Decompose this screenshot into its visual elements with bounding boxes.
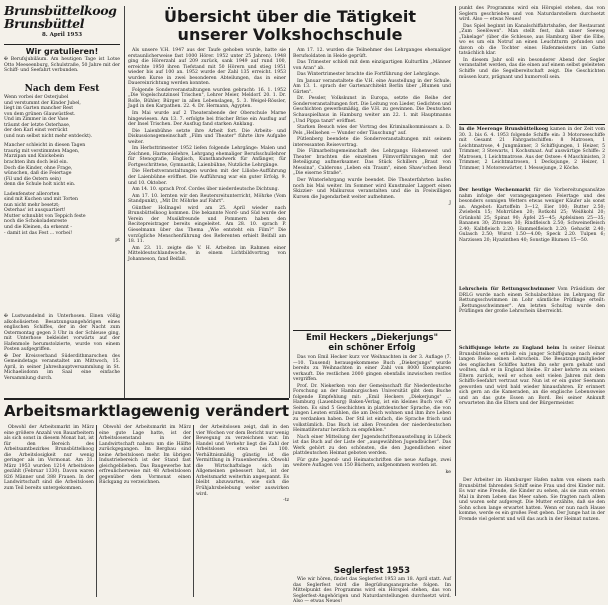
arbeitsmarkt-heading: [4, 402, 289, 422]
wochenmarkt-heading: Der heutige Wochenmarkt: [459, 188, 531, 193]
masthead-title-town: Brunsbüttel: [4, 16, 85, 31]
right-top-paragraph: In diesem Jahr soll ein besonderer Abend der Segler veranstaltet werden, das die einen auf einem selbst geleiteten Schiffe und die Segelbereitschaft zeigt. Die Geschichten müssen kurz, prägnant und humorvoll sein.: [459, 57, 605, 80]
vhs-signature: J: [449, 201, 451, 207]
arbeitsmarkt-column-1: [4, 425, 94, 597]
schiffe-column: [459, 127, 605, 187]
schiffsjunge-column: [459, 346, 605, 476]
gratulation-heading: Wir gratulieren!: [25, 47, 99, 56]
right-top-column: [459, 6, 605, 122]
segler-heading: Seglerfest 1953: [333, 566, 411, 576]
wochenmarkt-column: [459, 188, 605, 286]
gratulation-text: ✠ Berufsjubiläum. Am heutigen Tage ist Lotse Otto Meeseenburg, Schulstraße, 50 Jahre mit der Schiff- und Seefahrt verbunden.: [4, 57, 120, 74]
column-divider: [96, 425, 97, 597]
column-divider: [455, 6, 456, 596]
vhs-paragraph: Die Filmarbeitsgemeinschaft des Lehrgangs Hohenwest und Theater brachten die einzelnen Filmvorführungen mit der Beteiligung aufmerksamer. Das Stück Schillers „Braut von Messina", Calderons „Leben ein Traum", einen Shaw'schen Bend „Die eiserne Straße".: [293, 149, 451, 177]
vhs-heading: [128, 8, 452, 44]
wochenmarkt-text: für die Vorbereitungsansätze nahm infolge der vorangegangenen Feiertage und des besonders sonnigen Wetters etwas weniger Käufer als sonst an. Angebot: Kartoffeln 3—12, Eier 100; Butter 2.50; Zwiebeln 15; Mohrrüben 20; Rotkohl 25; Weißkohl 20; Grünkohl 25; Spinat 90; Äpfel 25—45; Apfelsinen 25—35; Bananen 30; Zitronen 30; Rindfleisch 2.50; Schweinefleisch 2.40; Kalbfleisch 2.20; Hammelfleisch 2.20; Gehackt 2.40; Gulasch 2.50; Wurst 1.50—4.00; Speck 2.20. Tulpen 6; Narzissen 20; Hyazinthen 40; Sonstige Blumen 15—50.: [459, 188, 605, 243]
column-divider: [124, 6, 125, 398]
vhs-paragraph: Günther Hollnagel wird am 25. April wieder nach Brunsbüttelkoog kommen. Die bekannte Nord- und Süd wurde der Verein der Musikfreunde und Pommern haben den Recitepreistrager bereits eingeleitet. Am 28. 10. sprach P. Gieselmann über das Thema „Wie entsteht ein Film?" Die vorzügliche Menschenführung des Referenten erhielt Beifall am 18. 11.: [128, 205, 286, 245]
hecker-paragraph: Das von Emil Hecker kurz vor Weihnachten in der 3. Auflage (7.—10. Tausend) herausgekommene Buch „Diekerjungs" wurde bereits zu Weihnachten in einer Zahl von 8000 Exemplaren verkauft. Die restlichen 2000 gingen ebenfalls inzwischen restlos vergriffen.: [293, 355, 451, 383]
right-top-paragraph: Das Spiel beginnt im Kanalschiffahrtshafen, der Restaurant „Zum Seelöwen". Man stellt fest, daß unser Seeweg „Takelage" (über die Schleuse, aus Hamburg über die Elbe, wo es um ein Notruf an einen Leuchtturm gefunden und davon ob die Tochter eines Hafenmeisters im Gatte tatsächlich klar.: [459, 23, 605, 57]
vhs-paragraph: Am 17. 10. lernten wir den Reutersreitunterricht, Möhrke (Vom Standpunkt), „Mit Dr. Möhrke auf Fahrt".: [128, 193, 286, 205]
unterhosen-column: [4, 314, 120, 386]
vhs-paragraph: Die Laienbühne setzte ihre Arbeit fort. Die Arbeits- und Diskussionsgemeinschaft „Film und Theater" führte ihre Aufgabe weiter.: [128, 128, 286, 145]
hecker-paragraph: Für gute Jugend- und Heimatschriften die neue Auflage, zwei weitere Auflagen von 150 Büchern, aufgenommen worden ist.: [293, 457, 451, 469]
fest-poem-signature: pt: [115, 238, 120, 244]
section-rule: [459, 124, 605, 125]
vhs-heading-line2: unserer Volkshochschule: [177, 25, 403, 44]
rettung-text: Vom Präsidium der DRLG wurde nach einem Schulabschluss im Lehrgang für Rettungsschwimmen im Lohr sämtliche Prüflinge erteilt: „Rettungsschwimmer". Am letzten Schultag wurde den Prüflingen der große Lehrschein überreicht.: [459, 287, 605, 315]
fest-poem-stanza: Wenn vorbei der Osterjubel und verstummt der Kinder Jubel, liegt im Garten mancher Rest von dem grünen Glauwüstfest. Und im Zimmer in der Vase träumt der letzte Osterhase, der den Karl einst verrückt (und nun selbst nicht mehr entdeckt).: [4, 95, 93, 139]
section-rule: [4, 398, 289, 400]
vhs-column-2: [293, 48, 451, 328]
vhs-paragraph: Die Herbstveranstaltungen wurden mit der Liliobe-Aufführung der Laienbühne eröffnet. Die Aufführung war ein guter Erfolg. 9. und 10. Oktober.: [128, 169, 286, 186]
segler-text: Wie wir hören, findet das Seglerfest 1953 am 18. April statt. Auf das Seglerfest wird die Begrüßungsansprache folgen. Im Mittelpunkt des Programms wird ein Hörspiel stehen, das von Seglerfest-Angehörigen und Naturdarstellungen durchsetzt wird. Also — etwas Neues!: [293, 577, 451, 605]
unterhosen-text-2: ✠ Der Kreisverband Süderdithmarschen des Gemeindetags veranstaltet am Mittwoch, 15. April, in seiner Jahreshauptversammlung in St. Michaelisdonn im Saal eine einfache Versammlung durch.: [4, 353, 120, 382]
hecker-heading-line1: Emil Heckers „Diekerjungs": [305, 333, 439, 343]
schiffe-heading: In die Meerenge Brunsbüttelkoog: [459, 127, 549, 132]
arbeitsmarkt-text: Obwohl der Arbeitsmarkt im März eine gute Lage hatte, ist der Arbeitslosenstand in der Landwirtschaft nahezu um die Hälfte zurückgegangen. Im Bergbau sind keine Arbeitslosen mehr. Im übrigen Industriebereich ist der Stand fast gleichgeblieben. Das Baugewerbe hat erfreulicherweise mit 48 Arbeitslosen gegenüber dem Vormonat einen Rückgang zu verzeichnen.: [99, 425, 191, 486]
arbeitsmarkt-signature: -tz: [283, 498, 289, 504]
vhs-paragraph: Im Herbsttrimester 1952 liefen folgende Lehrgänge: Malen und Zeichnen, Harmonielehre, Lehrgang ehemaliger Berufsschullehrer für Stenografie, Englisch, Kunsthandwerk für Anfänger, für Fortgeschrittene, Gymnastik, Laienbühne, Nutzliche Lehrgänge.: [128, 146, 286, 168]
arbeitsmarkt-heading-line1: Arbeitsmarktlage: [4, 402, 152, 420]
schiffe-text: kamen in der Zeit vom 30. 3. bis 6. 4. 1953 folgende Schiffe ein: 3 Motorseeschiffe mit Gesamt 21 Fahrgastschiffen: 8 Matrosen, 1 Leichtmatrose, 4 Jungmänner, 3 Schiffsjungen, 1 Heizer, 5 Trimmer, 3 Stewarts, 1 Kochsmaat. Auf auswärtige Schiffe: 2 Matrosen, 1 Leichtmatrose. Aus der Ostsee: 4 Maschinisten, 3 Trimmer, 2 Leichtmatrosen, 1 Decksjunge, 2 Heizer, 1 Trimmer, 1 Motorenwärter, 1 Messejunge, 2 Köche.: [459, 127, 605, 171]
masthead-date: 8. April 1953: [41, 32, 83, 38]
gratulation-column: [4, 47, 120, 83]
rettung-column: [459, 287, 605, 345]
column-divider: [193, 425, 194, 597]
column-divider: [289, 48, 290, 398]
unterhosen-text: ✠ Lustwandelnd in Unterhosen. Einen völlig alkoholisierten Besatzungsangehörigen eines englischen Schiffes, der in der Nacht zum Ostermontag gegen 3 Uhr in der Schleuse ging, mit Unterhose bekleidet vorwärts auf der Hafenmole herumstolzierte, wurde von einem Posten aufgegriffen.: [4, 314, 120, 353]
masthead: [4, 4, 120, 38]
vhs-column-1: [128, 48, 286, 398]
vhs-paragraph: Das Trimester schloß mit dem einzigartigen Kulturfilm „Männer von Aran" ab.: [293, 60, 451, 71]
fest-poem-heading: Nach dem Fest: [24, 84, 100, 94]
hecker-paragraph: Prof. Dr. Niekerken von der Gemeinschaft für Niederdeutsche Forschung an der Hamburgischen Universität gibt dem Buche folgende Empfehlung mit: „Emil Heckers „Diekerjungs" ... Hamburg (Lauenburg) Baken-Verlag, ist ein kleines Buch von 47 Seiten. Es sind 5 Geschichten in plattdeutscher Sprache, die von jungen Leuten erzählen, die am Deich wohnen und ihm ihre Leben zu verdanken haben. Der Stil ist einfach, die Sprache frisch und volkstümlich. Das Buch ist allen Freunden der niederdeutschen Heimatliteratur herzlich zu empfehlen.": [293, 383, 451, 434]
vhs-paragraph: Pütlenberg beendete die Sonderveranstaltungen mit seinem interessanten Reisevortrag.: [293, 137, 451, 148]
vhs-paragraph: Starken Besuch wies der Vortrag des Kriminalkommissars a. D. Pels „Hellsehen — Wunder oder Täuschung" auf.: [293, 125, 451, 136]
bottom-right-text: Der Arbeiter im Hamburger Hafen nahm von einem nach Brunsbüttel fahrenden Schiff seine Frau und drei Kinder mit. Es war eine Freude, die Kinder zu sehen, als sie zum ersten Mal in ihrem Leben das Meer sahen. Sie fragten nach allem und waren sehr aufgeregt. Die Mutter erzählte, daß sie den Sohn schon lange erwartet hatten. Wenn er nun nach Hause komme, werde es ein großes Fest geben. Der Junge hat in der Fremde viel gelernt und will das auch in der Heimat nutzen.: [459, 478, 605, 522]
hecker-signature: ke: [445, 469, 451, 475]
right-top-paragraph: punkt des Programms wird ein Hörspiel stehen, das von Seglern geschrieben und von Naturdarstellern durchsetzt wird. Also — etwas Neues!: [459, 6, 605, 23]
masthead-title-koog: Brunsbüttelkoog: [4, 3, 117, 18]
vhs-paragraph: Der Winterlehrgang wurde beendet. Die Theaterfahrten laufen noch bis Mai weiter. Im Sommer wird Kunstmaler Lappert einen Skizzier- und Malkursus veranstalten und die in Freiwilligen Kursen die Jugendarbeit weiter aufnehmen.: [293, 178, 451, 200]
vhs-paragraph: Das Wintertrimester brachte die Fortführung der Lehrgänge.: [297, 72, 441, 78]
hecker-paragraph: Nach einer Mitteilung der Jugendschriftenausstellung in Lübeck ist das Buch auf der Liste der „ausgewählten Jugendbücher". Das Werk gehört zu den schönsten, die den Jugendlichen einer plattdeutschen Heimat geboten werden.: [293, 434, 451, 457]
arbeitsmarkt-column-2: [99, 425, 191, 597]
vhs-heading-line1: Übersicht über die Tätigkeit: [163, 7, 416, 26]
bottom-right-column: [459, 478, 605, 596]
hecker-column: [293, 355, 451, 569]
fest-poem-stanza: Ladenfenster allerorten sind mit Kuchen und mit Torten nun nicht mehr besetzt; Osterhas' ist ausquartiert! Mutter schnubbt von Teppich feste noch die Schokoladenreste und die Kleinen, da erkennt - - damit ist das Fest ... vorbei!: [4, 191, 86, 236]
schiffsjunge-text: In seiner Heimat Brunsbüttelkoog erhielt ein junger Schiffsjunge nach einer langen Reise seinen Lehrschein. Die Besatzungsmitglieder des englischen Schiffes hatten ihn sehr gern gehabt und wollten, daß er in England bleibe. Er aber kehrte zu seinen Eltern zurück, weil er schon seit vielen Jahren mit dem Schiffs-Seefahrt vertraut war. Nun ist er ein guter Seemann geworden und wird bald wieder hinausfahren. Er erinnert sich gern an die Kameraden, an die englische Lebensweise und an das gute Essen an Bord. Bei seiner Ankunft erwarteten ihn die Eltern und der Bürgermeister.: [459, 346, 606, 407]
section-rule: [293, 330, 451, 331]
hecker-heading-line2: ein schöner Erfolg: [328, 343, 416, 353]
masthead-rule: [4, 44, 120, 45]
vhs-paragraph: Im Mai wurde auf 2 Theaterabende der Oberschule Marne hingewiesen. Am 13. 7. erfolgte bei frischer Brise ein Ausflug auf der Insel Trischen. Der Ausflug fand starken Anklang.: [128, 111, 286, 128]
segler-column: [293, 577, 451, 605]
vhs-paragraph: Dr. Pessler, Volkskunst in Europa, setzte die Reihe der Sonderveranstaltungen fort. Die Leitung von Lieder, Gedichten und Geschichten gewerbsmäßig, die V.H. zu gewinnen. Die Deutschen Schauspielhaus in Hamburg weiter am 22. 1. mit Hauptmanns „Und Pippa tanzt" eröffnet.: [293, 96, 451, 124]
vhs-paragraph: Am 17. 12. wurden die Teilnehmer des Lehrganges ehemaliger Berufsoldaten in Heide geprüft.: [293, 48, 451, 59]
arbeitsmarkt-text: der Arbeitslosen zeigt, daß in den vier Wochen vor dem Bericht nur wenig Bewegung zu verzeichnen war. Im Handel und Verkehr liegt die Zahl der Arbeitslosen etwa bei 100. Verhältnismäßig günstig ist die Vermittlung in Frauenberufen. Obwohl die Wirtschaftslage sich im Allgemeinen gebessert hat, ist der Arbeitsmarkt weiterhin angespannt. Es bleibt abzuwarten, wie sich die Frühjahrsbelebung weiter auswirken wird.: [196, 425, 289, 497]
vhs-paragraph: Folgende Sonderveranstaltungen wurden gebracht: 16. 1. 1952 „Die Vogelschutzinsel Trischen", Lehrer Meier, Meldorf. 20. 1. Dr. Rolle, Bühler, Bürger in allen Lebenslagen. 5. 3. Weigel-Rössler, Jagd in den Karpathen. 22. 4. Dr. Hermann, Ägypten.: [128, 87, 286, 110]
vhs-paragraph: Im Januar veranstaltete die V.H. eine Ausstellung in der Schule. Am 13. 1. sprach der Gartenarchitekt Berlin über „Blumen und Gärten".: [293, 78, 451, 95]
fest-poem-stanza: Mancher schleicht in diesen Tagen traurig mit verstimmten Magen, Marzipan und Knickebein brachten ihm doch leid ein. Doch die Kinder, ohne Frage, wünschen, daß die Feiertage (Fil und die Ostern sein) denn die Schule holt nicht ein.: [4, 143, 86, 188]
fest-poem: [4, 83, 120, 313]
schiffsjunge-heading: Schiffsjunge lehrte zu England heim: [459, 346, 560, 351]
vhs-paragraph: Am 14. 10. sprach Prof. Cordes über niederdeutsche Dichtung.: [132, 187, 280, 193]
hecker-heading: [293, 333, 451, 353]
rettung-heading: Lehrschein für Rettungsschwimmer: [459, 287, 555, 292]
arbeitsmarkt-heading-line2: wenig verändert: [149, 402, 289, 420]
vhs-paragraph: Als unsere V.H. 1947 aus der Taufe gehoben wurde, hatte sie erstaunlicherweise fast 1000 Hörer. 1952 unter 25 Jahren). 1948 ging die Hörerzahl auf 209 zurück, sank 1949 auf rund 100, erreichte 1950 ihren Tiefstand mit 50 Hörern und stieg 1951 wieder bis auf 100 an. 1952 wurde der Zahl 135 erreicht. 1953 wurden Kurse in zwei besonderen Abteilungen, das in einer Dauereinrichtung werden konnten.: [128, 48, 286, 87]
vhs-paragraph: Am 23. 11. zeigte die V. H. Arbeiten im Rahmen einer Mitteldeutschlandwoche, in einem Lichtbildvortrag von Johanneson, fand Beifall.: [128, 245, 286, 262]
arbeitsmarkt-column-3: [196, 425, 289, 597]
arbeitsmarkt-text: Obwohl der Arbeitsmarkt im März eine größere Anzahl von Bauarbeitern als sich sonst in diesem Monat hat, ist für den Bereich des Arbeitsamtbezirkes Brunsbüttelkoog die Arbeitslosigkeit nur wenig geringer als im Vormonat. Am 31. März 1953 wurden 1214 Arbeitslose gezählt (Februar 1330). Davon waren 826 Männer und 388 Frauen. In der Landwirtschaft sind die Arbeitslosen zum Teil bereits untergekommen.: [4, 425, 94, 492]
